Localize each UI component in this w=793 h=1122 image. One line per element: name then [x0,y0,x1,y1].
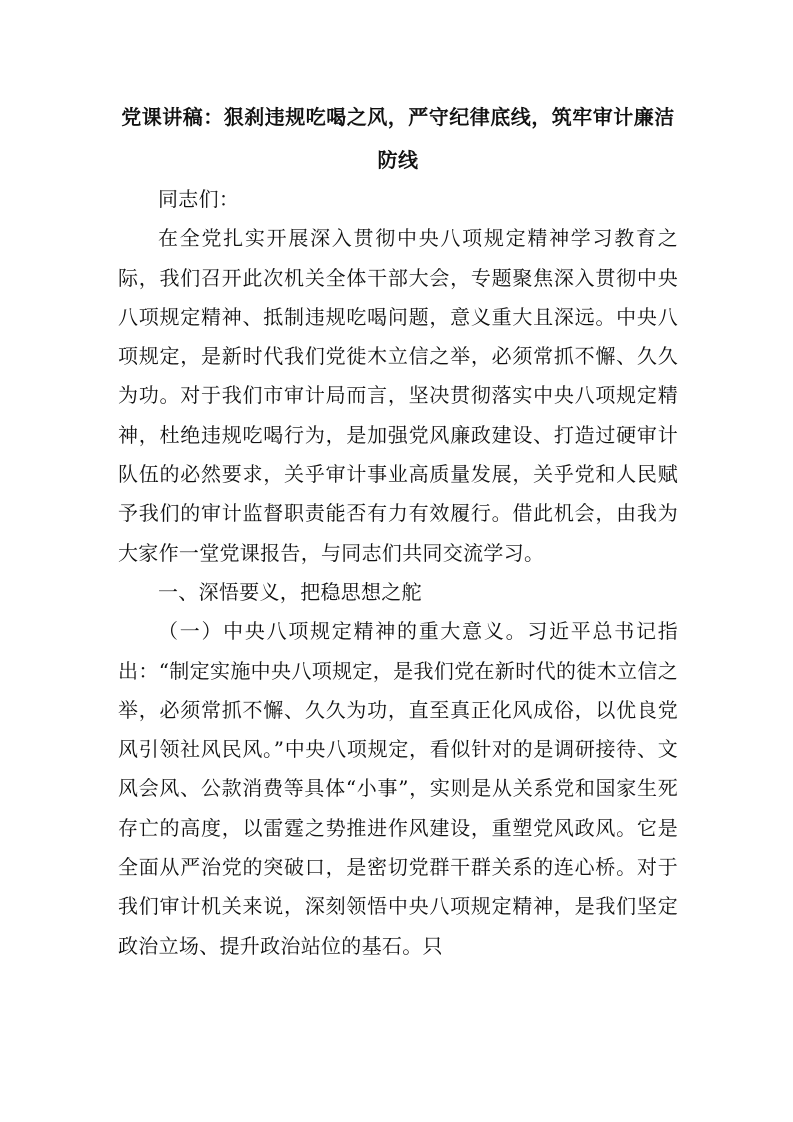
document-title: 党课讲稿：狠刹违规吃喝之风，严守纪律底线，筑牢审计廉洁防线 [121,105,675,172]
salutation: 同志们： [158,187,240,211]
document-body [118,180,678,966]
paragraph-section-1-1: （一）中央八项规定精神的重大意义。习近平总书记指出：“制定实施中央八项规定，是我们党在新时代的徙木立信之举，必须常抓不懈、久久为功，直至真正化风成俗，以优良党风引领社风民风。”中央八项规定，看似针对的是调研接待、文风会风、公款消费等具体“小事”，实则是从关系党和国家生死存亡的高度，以雷霆之势推进作风建设，重塑党风政风。它是全面从严治党的突破口，是密切党群干群关系的连心桥。对于我们审计机关来说，深刻领悟中央八项规定精神，是我们坚定政治立场、提升政治站位的基石。只 [118,619,678,958]
section-heading-1: 一、深悟要义，把稳思想之舵 [158,579,422,604]
paragraph-intro: 在全党扎实开展深入贯彻中央八项规定精神学习教育之际，我们召开此次机关全体干部大会，专题聚焦深入贯彻中央八项规定精神、抵制违规吃喝问题，意义重大且深远。中央八项规定，是新时代我们党徙木立信之举，必须常抓不懈、久久为功。对于我们市审计局而言，坚决贯彻落实中央八项规定精神，杜绝违规吃喝行为，是加强党风廉政建设、打造过硬审计队伍的必然要求，关乎审计事业高质量发展，关乎党和人民赋予我们的审计监督职责能否有力有效履行。借此机会，由我为大家作一堂党课报告，与同志们共同交流学习。 [118,226,678,565]
